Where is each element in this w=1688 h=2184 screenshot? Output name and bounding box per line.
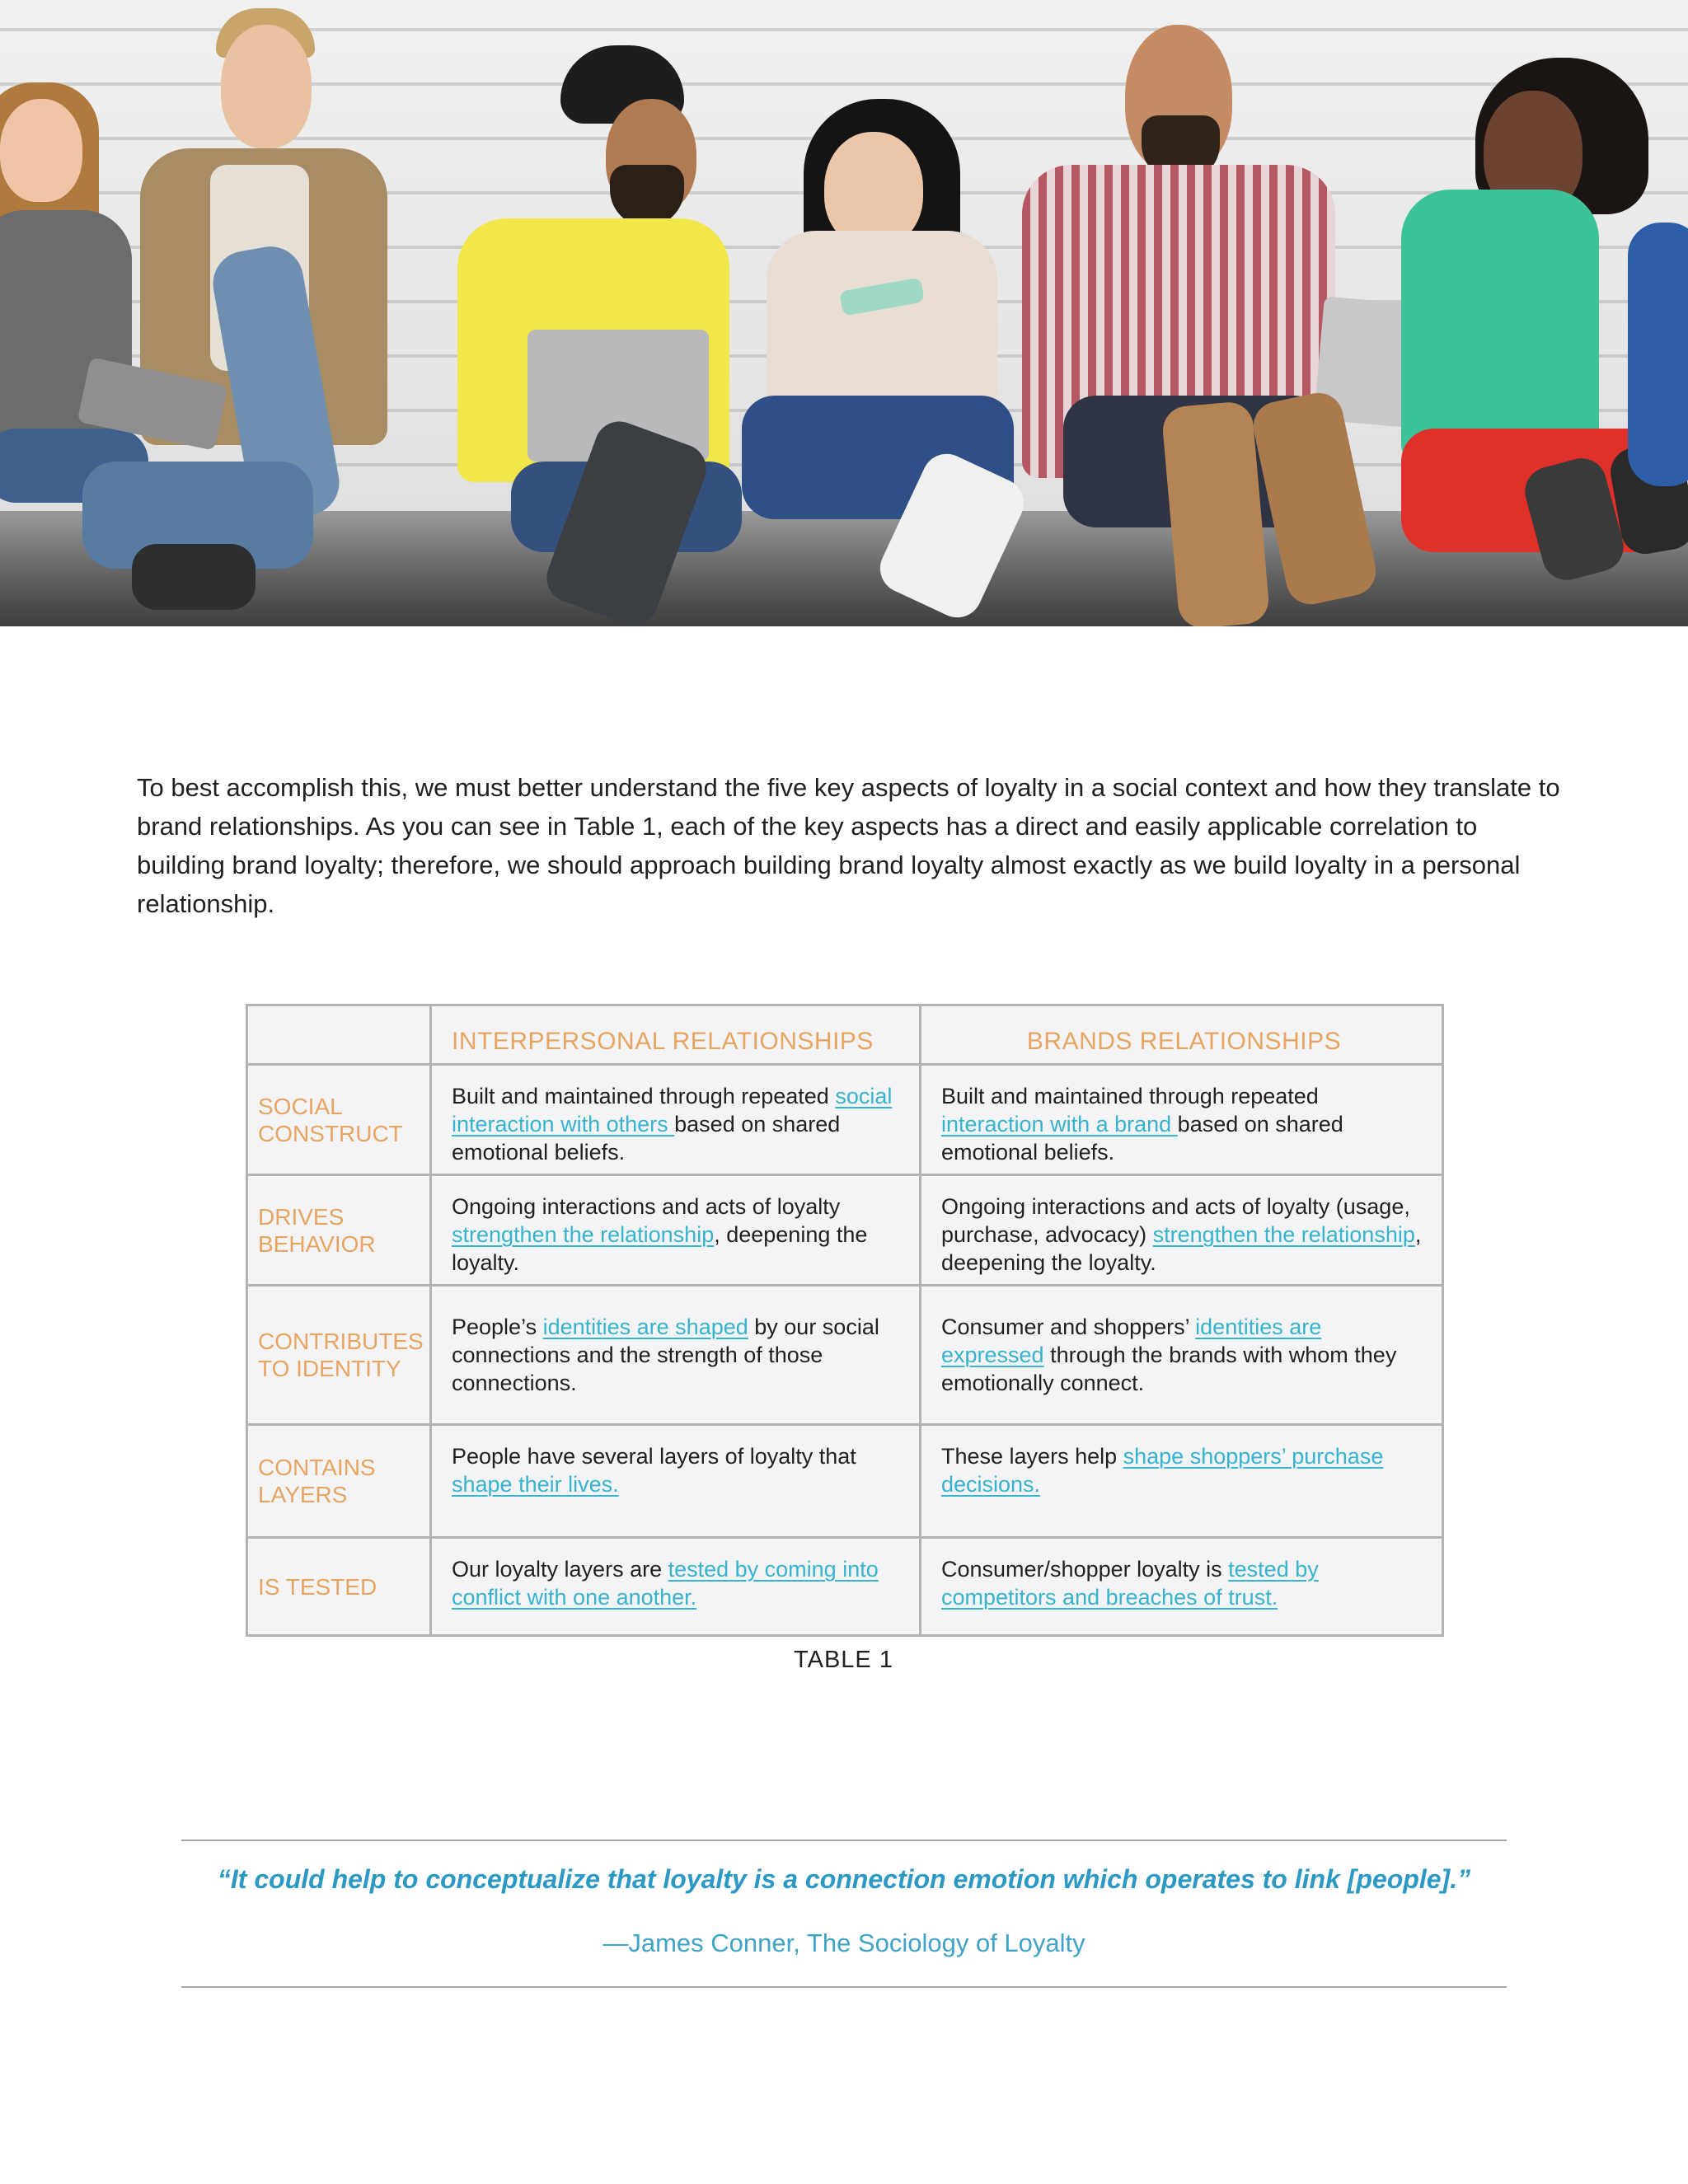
quote-attribution: —James Conner, The Sociology of Loyalty xyxy=(603,1929,1085,1957)
cell-link[interactable]: interaction with a brand xyxy=(941,1112,1178,1137)
pull-quote: “It could help to conceptualize that loyalty is a connection emotion which operates to link [people].” xyxy=(217,1864,1471,1894)
cell-link[interactable]: identities are expressed xyxy=(941,1315,1322,1367)
cell-link[interactable]: shape shoppers’ purchase decisions. xyxy=(941,1444,1384,1497)
brands-cell: Consumer/shopper loyalty is tested by competitors and breaches of trust. xyxy=(921,1538,1443,1636)
row-aspect: DRIVES BEHAVIOR xyxy=(247,1175,431,1286)
loyalty-comparison-table xyxy=(246,1004,1444,1637)
table-row xyxy=(247,1175,1443,1286)
cell-link[interactable]: identities are shaped xyxy=(542,1315,748,1339)
header-interpersonal: INTERPERSONAL RELATIONSHIPS xyxy=(431,1005,921,1065)
brands-cell: Consumer and shoppers’ identities are expressed through the brands with whom they emotionally connect. xyxy=(921,1286,1443,1425)
interpersonal-cell: Built and maintained through repeated social interaction with others based on shared emotional beliefs. xyxy=(431,1065,921,1175)
cell-link[interactable]: strengthen the relationship xyxy=(452,1222,715,1247)
interpersonal-cell: Ongoing interactions and acts of loyalty strengthen the relationship, deepening the loyalty. xyxy=(431,1175,921,1286)
cell-link[interactable]: tested by competitors and breaches of trust. xyxy=(941,1557,1319,1610)
row-aspect: CONTAINS LAYERS xyxy=(247,1425,431,1538)
header-brands: BRANDS RELATIONSHIPS xyxy=(921,1005,1443,1065)
brands-cell: Built and maintained through repeated interaction with a brand based on shared emotional beliefs. xyxy=(921,1065,1443,1175)
row-aspect: IS TESTED xyxy=(247,1538,431,1636)
cell-link[interactable]: shape their lives. xyxy=(452,1472,619,1497)
row-aspect: SOCIAL CONSTRUCT xyxy=(247,1065,431,1175)
table-row xyxy=(247,1065,1443,1175)
table-row xyxy=(247,1538,1443,1636)
table-header-row xyxy=(247,1005,1443,1065)
header-corner xyxy=(247,1005,431,1065)
brands-cell: Ongoing interactions and acts of loyalty (usage, purchase, advocacy) strengthen the relationship, deepening the loyalty. xyxy=(921,1175,1443,1286)
interpersonal-cell: People’s identities are shaped by our social connections and the strength of those connections. xyxy=(431,1286,921,1425)
quote-top-rule xyxy=(181,1840,1507,1841)
hero-photo xyxy=(0,0,1688,626)
row-aspect: CONTRIBUTES TO IDENTITY xyxy=(247,1286,431,1425)
table-row xyxy=(247,1425,1443,1538)
cell-link[interactable]: tested by coming into conflict with one another. xyxy=(452,1557,879,1610)
table-row xyxy=(247,1286,1443,1425)
intro-paragraph: To best accomplish this, we must better understand the five key aspects of loyalty in a social context and how they translate to brand relationships. As you can see in Table 1, each of the key aspects has a direct and easily applicable correlation to building brand loyalty; therefore, we should approach building brand loyalty almost exactly as we build loyalty in a personal relationship. xyxy=(137,773,1560,918)
brands-cell: These layers help shape shoppers’ purchase decisions. xyxy=(921,1425,1443,1538)
quote-bottom-rule xyxy=(181,1986,1507,1988)
table-caption: TABLE 1 xyxy=(794,1647,893,1673)
cell-link[interactable]: social interaction with others xyxy=(452,1084,893,1137)
interpersonal-cell: Our loyalty layers are tested by coming into conflict with one another. xyxy=(431,1538,921,1636)
cell-link[interactable]: strengthen the relationship xyxy=(1152,1222,1415,1247)
interpersonal-cell: People have several layers of loyalty that shape their lives. xyxy=(431,1425,921,1538)
